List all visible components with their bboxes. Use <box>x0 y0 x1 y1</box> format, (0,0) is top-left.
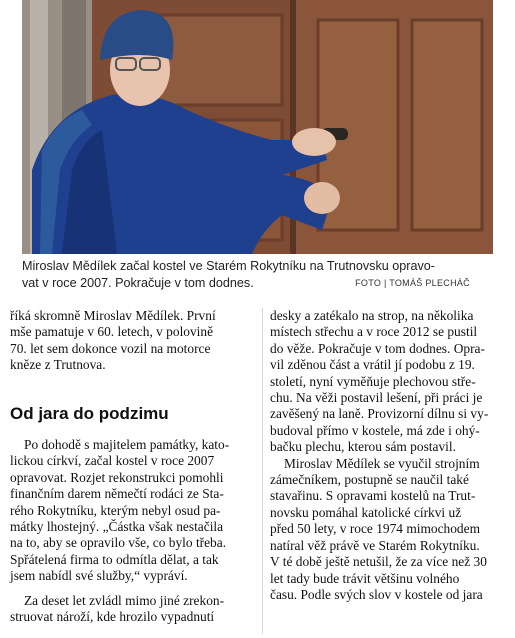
text-line: stavařinu. S opravami kostelů na Trut- <box>270 488 476 504</box>
photo-man-at-door <box>22 0 493 254</box>
text-line: jsem nabídl své služby,“ vypráví. <box>10 568 188 584</box>
right-column <box>270 308 510 603</box>
text-line: chu. Na věži postavil lešení, při práci je <box>270 390 483 406</box>
text-line: Po dohodě s majitelem památky, kato- <box>24 437 230 452</box>
text-line: před 50 lety, v roce 1974 mimochodem <box>270 521 480 537</box>
text-line: místech střechu a v roce 2012 se pustil <box>270 324 478 340</box>
text-line: do věže. Pokračuje v tom dodnes. Opra- <box>270 340 485 356</box>
text-line: novsku pomáhal katolické církvi už <box>270 504 462 520</box>
text-line: finančním darem němečtí rodáci ze Sta- <box>10 486 224 502</box>
photo-credit: FOTO | TOMÁŠ PLECHÁČ <box>355 278 470 288</box>
text-line: vil zděnou část a vrátil jí podobu z 19. <box>270 357 475 373</box>
text-line: V té době ještě netušil, že za více než 30 <box>270 554 487 570</box>
text-line: desky a zatékalo na strop, na několika <box>270 308 474 323</box>
text-line: budoval přímo v kostele, má zde i ohý- <box>270 422 480 438</box>
text-line: 70. let sem dokonce vozil na motorce <box>10 340 211 356</box>
text-line: mátky lhostejný. „Částka však nestačila <box>10 519 224 535</box>
text-line: století, nyní vyměňuje plechovou stře- <box>270 373 476 389</box>
text-line: na to, aby se opravilo vše, co bylo třeba. <box>10 535 227 551</box>
text-line: mše pamatuje v 60. letech, v polovině <box>10 324 214 340</box>
text-line: natíral věž právě ve Starém Rokytníku. <box>270 537 480 553</box>
text-line: rého Rokytníku, kterým nebyl osud pa- <box>10 502 221 518</box>
left-column-bottom <box>10 437 254 625</box>
text-line: kněze z Trutnova. <box>10 357 106 373</box>
text-line: struovat nároží, kde hrozilo vypadnutí <box>10 609 215 625</box>
photo-caption <box>22 258 492 292</box>
text-line: Za deset let zvládl mimo jiné zrekon- <box>24 592 225 608</box>
text-line: lickou církví, začal kostel v roce 2007 <box>10 453 215 469</box>
caption-line-2: vat v roce 2007. Pokračuje v tom dodnes. <box>22 276 254 290</box>
text-line: říká skromně Miroslav Mědílek. První <box>10 308 216 323</box>
text-line: času. Podle svých slov v kostele od jara <box>270 586 483 602</box>
text-line: zavěšený na laně. Provizorní dílnu si vy- <box>270 406 489 422</box>
section-heading: Od jara do podzimu <box>10 404 169 423</box>
article-photo <box>22 0 493 254</box>
text-line: Spřátelená firma to odmítla dělat, a tak <box>10 551 219 567</box>
column-divider <box>262 308 263 634</box>
text-line: opravovat. Rozjet rekonstrukci pomohli <box>10 469 224 485</box>
caption-line-1: Miroslav Mědílek začal kostel ve Starém Rokytníku na Trutnovsku opravo- <box>22 259 435 273</box>
left-column-top <box>10 308 254 374</box>
text-line: bačku plechu, kterou sám postavil. <box>270 439 456 455</box>
text-line: zámečníkem, postupně se naučil také <box>270 472 469 488</box>
text-line: Miroslav Mědílek se vyučil strojním <box>284 455 480 471</box>
text-line: let tady bude trávit většinu volného <box>270 570 460 586</box>
